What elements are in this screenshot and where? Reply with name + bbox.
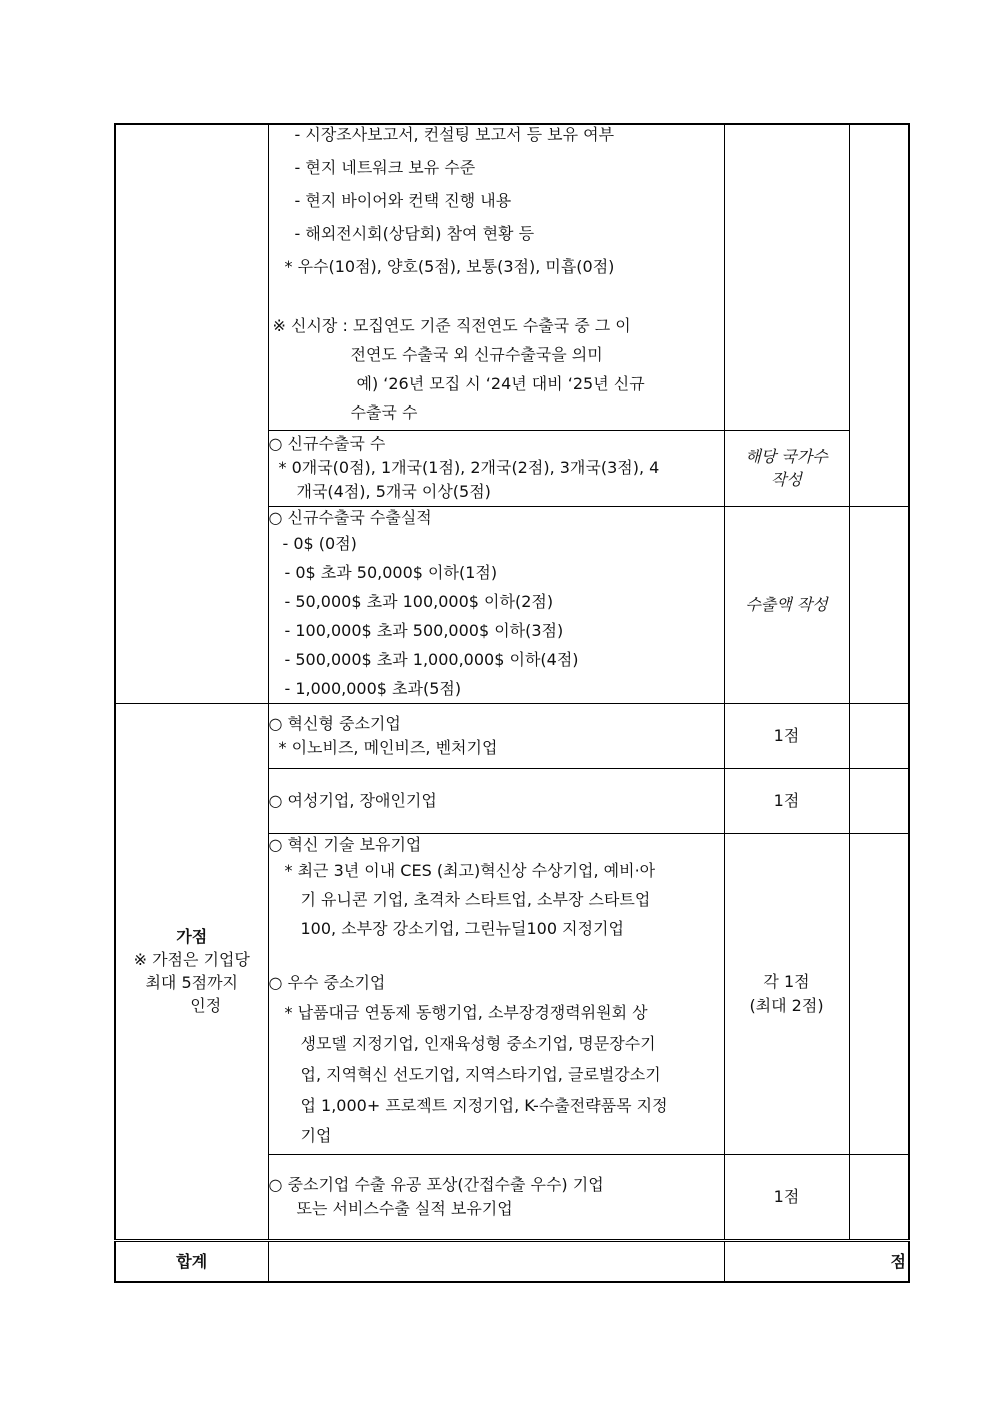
list-item: * 이노비즈, 메인비즈, 벤처기업 xyxy=(278,737,498,757)
score-cell-empty xyxy=(849,703,909,768)
list-item: - 해외전시회(상담회) 참여 현황 등 xyxy=(294,224,535,243)
section-title: ○ 신규수출국 수 xyxy=(268,434,386,453)
criteria-cell xyxy=(268,1154,724,1240)
category-note: ※ 가점은 기업당 xyxy=(133,949,250,969)
criteria-cell xyxy=(268,833,724,1154)
note-text: 작성 xyxy=(771,470,802,489)
total-blank xyxy=(268,1240,724,1282)
note-text: 수출국 수 xyxy=(350,403,418,422)
section-title: 또는 서비스수출 실적 보유기업 xyxy=(296,1198,513,1218)
score-cell-empty xyxy=(849,768,909,833)
list-item: * 0개국(0점), 1개국(1점), 2개국(2점), 3개국(3점), 4 xyxy=(278,458,660,477)
bonus-category-cell xyxy=(115,703,268,1240)
rating-text: * 우수(10점), 양호(5점), 보통(3점), 미흡(0점) xyxy=(284,257,615,276)
criteria-cell xyxy=(268,506,724,703)
list-item: 기업 xyxy=(300,1125,332,1145)
note-cell xyxy=(724,430,849,506)
criteria-cell xyxy=(268,124,724,430)
criteria-cell xyxy=(268,703,724,768)
section-title: ○ 여성기업, 장애인기업 xyxy=(268,790,437,810)
score-cell xyxy=(724,833,849,1154)
list-item: 업 1,000+ 프로젝트 지정기업, K-수출전략품목 지정 xyxy=(300,1095,668,1115)
score-cell-empty xyxy=(849,833,909,1154)
section-title: ○ 신규수출국 수출실적 xyxy=(268,507,432,527)
list-item: - 100,000$ 초과 500,000$ 이하(3점) xyxy=(284,620,564,640)
category-note: 최대 5점까지 xyxy=(145,973,239,992)
list-item: 100, 소부장 강소기업, 그린뉴딜100 지정기업 xyxy=(300,918,624,938)
list-item: 생모델 지정기업, 인재육성형 중소기업, 명문장수기 xyxy=(300,1033,656,1053)
list-item: 기 유니콘 기업, 초격차 스타트업, 소부장 스타트업 xyxy=(300,889,651,909)
criteria-cell xyxy=(268,430,724,506)
list-item: * 최근 3년 이내 CES (최고)혁신상 수상기업, 예비·아 xyxy=(284,860,656,880)
score-cell-empty xyxy=(849,1154,909,1240)
list-item: - 현지 네트워크 보유 수준 xyxy=(294,158,476,177)
note-text: ※ 신시장 : 모집연도 기준 직전연도 수출국 중 그 이 xyxy=(272,316,631,335)
table-row xyxy=(115,124,909,430)
score-text: 1점 xyxy=(724,1154,849,1240)
list-item: - 현지 바이어와 컨택 진행 내용 xyxy=(294,191,512,210)
list-item: - 시장조사보고서, 컨설팅 보고서 등 보유 여부 xyxy=(294,125,615,144)
category-title: 가점 xyxy=(176,926,208,946)
score-text: 1점 xyxy=(724,703,849,768)
note-cell: 수출액 작성 xyxy=(724,506,849,703)
category-cell-empty xyxy=(115,124,268,703)
list-item: - 1,000,000$ 초과(5점) xyxy=(284,678,462,698)
table-row xyxy=(115,703,909,768)
total-row xyxy=(115,1240,909,1282)
note-text: 전연도 수출국 외 신규수출국을 의미 xyxy=(350,345,603,364)
note-text: 해당 국가수 xyxy=(745,446,828,466)
total-label: 합계 xyxy=(115,1240,268,1282)
list-item: - 50,000$ 초과 100,000$ 이하(2점) xyxy=(284,591,554,611)
score-text: 각 1점 xyxy=(763,972,810,992)
score-cell-empty xyxy=(849,124,909,506)
list-item: - 0$ (0점) xyxy=(282,533,357,553)
note-text: 예) ‘26년 모집 시 ‘24년 대비 ‘25년 신규 xyxy=(356,374,645,393)
list-item: - 500,000$ 초과 1,000,000$ 이하(4점) xyxy=(284,649,579,669)
section-title: ○ 혁신형 중소기업 xyxy=(268,713,401,733)
list-item: - 0$ 초과 50,000$ 이하(1점) xyxy=(284,562,498,582)
list-item: 업, 지역혁신 선도기업, 지역스타기업, 글로벌강소기 xyxy=(300,1064,661,1084)
section-title: ○ 중소기업 수출 유공 포상(간접수출 우수) 기업 xyxy=(268,1174,604,1194)
list-item: * 납품대금 연동제 동행기업, 소부장경쟁력위원회 상 xyxy=(284,1002,648,1022)
evaluation-table xyxy=(114,123,910,1283)
criteria-cell xyxy=(268,768,724,833)
score-text: 1점 xyxy=(724,768,849,833)
category-note: 인정 xyxy=(190,996,222,1016)
list-item: 개국(4점), 5개국 이상(5점) xyxy=(296,482,491,501)
total-unit: 점 xyxy=(724,1240,909,1282)
note-cell-empty xyxy=(724,124,849,430)
section-title: ○ 우수 중소기업 xyxy=(268,972,386,992)
score-text: (최대 2점) xyxy=(749,995,824,1015)
section-title: ○ 혁신 기술 보유기업 xyxy=(268,834,422,854)
score-cell-empty xyxy=(849,506,909,703)
